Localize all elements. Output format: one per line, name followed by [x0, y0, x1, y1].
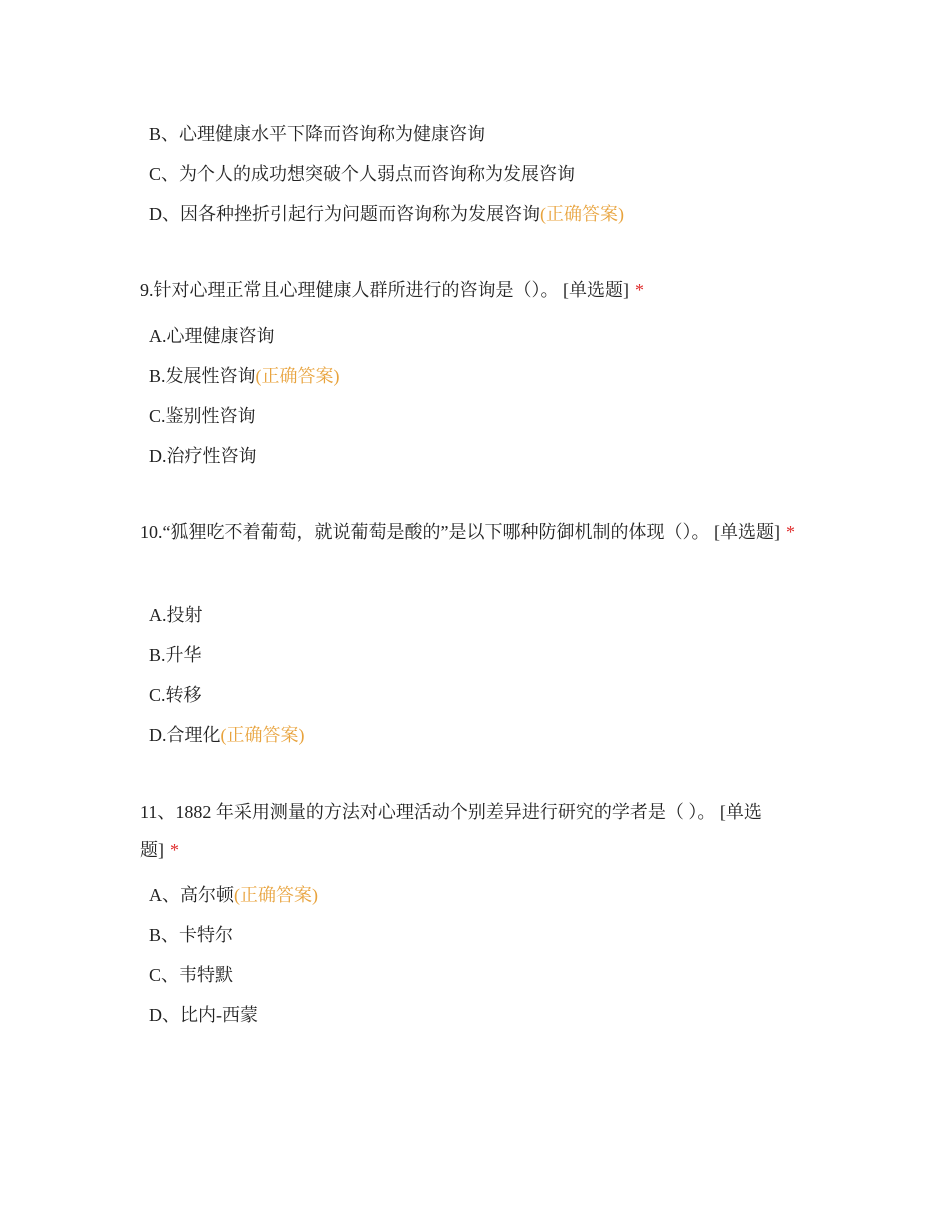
- correct-answer-tag: (正确答案): [255, 366, 340, 386]
- option-10-c: [149, 683, 202, 707]
- option-text: B、心理健康水平下降而咨询称为健康咨询: [149, 124, 486, 144]
- option-11-d: [149, 1003, 258, 1027]
- option-text: D、因各种挫折引起行为问题而咨询称为发展咨询: [149, 204, 540, 224]
- option-11-c: [149, 963, 233, 987]
- required-mark: *: [635, 280, 644, 300]
- option-text: D、比内-西蒙: [149, 1005, 258, 1025]
- required-mark: *: [170, 840, 179, 860]
- option-text: D.合理化: [149, 725, 221, 745]
- question-text: 11、1882 年采用测量的方法对心理活动个别差异进行研究的学者是（ ）。 [单选题]: [140, 802, 762, 860]
- correct-answer-tag: (正确答案): [234, 885, 318, 905]
- option-text: C.鉴别性咨询: [149, 406, 256, 426]
- option-text: A.投射: [149, 605, 203, 625]
- option-8-d: [149, 202, 624, 226]
- option-text: B.发展性咨询: [149, 366, 256, 386]
- option-9-a: [149, 324, 275, 348]
- question-11-title: [140, 793, 800, 869]
- correct-answer-tag: (正确答案): [540, 204, 624, 224]
- option-10-d: [149, 723, 305, 747]
- option-8-b: [149, 122, 485, 146]
- option-text: D.治疗性咨询: [149, 446, 257, 466]
- option-text: C、为个人的成功想突破个人弱点而咨询称为发展咨询: [149, 164, 576, 184]
- option-text: C.转移: [149, 685, 202, 705]
- option-9-c: [149, 404, 256, 428]
- option-11-a: [149, 883, 318, 907]
- option-10-a: [149, 603, 203, 627]
- question-9-title: [140, 271, 800, 309]
- option-text: A、高尔顿: [149, 885, 234, 905]
- question-10-title: [140, 513, 800, 551]
- option-text: A.心理健康咨询: [149, 326, 275, 346]
- option-text: B、卡特尔: [149, 925, 234, 945]
- option-11-b: [149, 923, 233, 947]
- required-mark: *: [785, 522, 795, 542]
- question-text: 10.“狐狸吃不着葡萄，就说葡萄是酸的”是以下哪种防御机制的体现（）。 [单选题]: [140, 522, 780, 542]
- option-10-b: [149, 643, 202, 667]
- option-text: C、韦特默: [149, 965, 234, 985]
- question-text: 9.针对心理正常且心理健康人群所进行的咨询是（）。 [单选题]: [140, 280, 629, 300]
- option-9-d: [149, 444, 257, 468]
- option-9-b: [149, 364, 340, 388]
- correct-answer-tag: (正确答案): [220, 725, 305, 745]
- option-text: B.升华: [149, 645, 202, 665]
- option-8-c: [149, 162, 575, 186]
